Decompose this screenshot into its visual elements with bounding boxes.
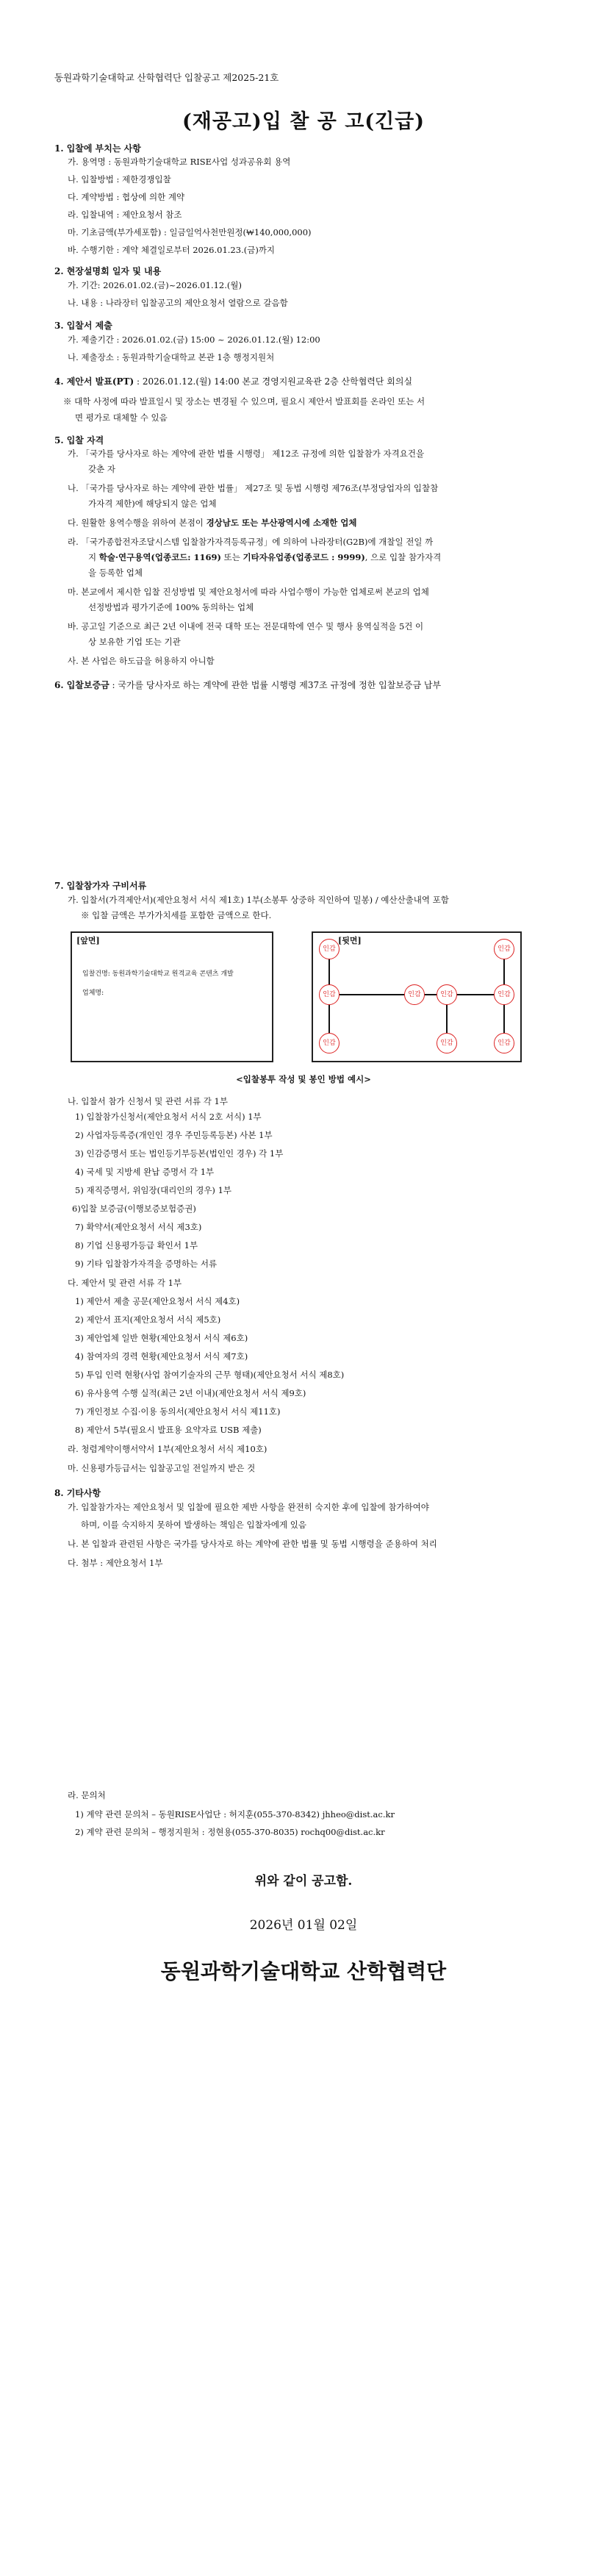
notice-reference: 동원과학기술대학교 산학협력단 입찰공고 제2025-21호 bbox=[54, 72, 279, 83]
section-7-doc-item: 6)입찰 보증금(이행보증보험증권) bbox=[72, 1203, 196, 1214]
envelope-back-title: [뒷면] bbox=[338, 936, 362, 945]
section-5-item: 가. 「국가를 당사자로 하는 계약에 관한 법률 시행령」 제12조 규정에 의한 입찰참가 자격요건을 bbox=[68, 448, 425, 459]
section-5-item: 갖춘 자 bbox=[88, 464, 115, 474]
section-5-item: 사. 본 사업은 하도급을 허용하지 아니함 bbox=[68, 656, 215, 666]
seal-stamp-icon: 인감 bbox=[319, 1033, 340, 1053]
section-7-doc-item: 9) 기타 입찰참가자격을 증명하는 서류 bbox=[75, 1259, 218, 1269]
contact-item: 1) 계약 관련 문의처 – 동원RISE사업단 : 허지훈(055-370-8342) jhheo@dist.ac.kr bbox=[75, 1809, 395, 1820]
section-7-doc-item: 4) 참여자의 경력 현황(제안요청서 서식 제7호) bbox=[75, 1351, 248, 1362]
envelope-front-bid-name: 입찰건명: 동원과학기술대학교 원격교육 콘텐츠 개발 bbox=[82, 970, 234, 978]
section-5-item bbox=[88, 551, 573, 564]
section-1-heading: 1. 입찰에 부치는 사항 bbox=[54, 143, 141, 154]
section-8-heading: 8. 기타사항 bbox=[54, 1488, 101, 1498]
section-7-doc-item: 8) 제안서 5부(필요시 발표용 요약자료 USB 제출) bbox=[75, 1425, 262, 1435]
envelope-front-company: 업체명: bbox=[82, 990, 104, 997]
section-4-heading bbox=[54, 375, 412, 387]
section-7-item: 가. 입찰서(가격제안서)(제안요청서 서식 제1호) 1부(소봉투 상중하 직인하여 밀봉) / 예산산출내역 포함 bbox=[68, 895, 449, 905]
envelope-front-title: [앞면] bbox=[76, 936, 100, 945]
section-7-subheading: 나. 입찰서 참가 신청서 및 관련 서류 각 1부 bbox=[68, 1096, 228, 1106]
seal-stamp-icon: 인감 bbox=[319, 939, 340, 959]
section-5-item bbox=[68, 517, 553, 529]
section-8-item: 다. 첨부 : 제안요청서 1부 bbox=[68, 1558, 163, 1568]
section-7-item: 마. 신용평가등급서는 입찰공고일 전일까지 받은 것 bbox=[68, 1463, 256, 1473]
section-8-item: 가. 입찰참가자는 제안요청서 및 입찰에 필요한 제반 사항을 완전히 숙지한 후에 입찰에 참가하여야 bbox=[68, 1502, 429, 1512]
section-5-item-text: 또는 bbox=[221, 552, 243, 562]
seal-stamp-icon: 인감 bbox=[494, 939, 514, 959]
section-1-item: 나. 입찰방법 : 제한경쟁입찰 bbox=[68, 174, 171, 185]
section-7-note: ※ 입찰 금액은 부가가치세를 포함한 금액으로 한다. bbox=[81, 910, 272, 920]
section-4-heading-label: 4. 제안서 발표(PT) bbox=[54, 376, 134, 387]
section-5-item: 상 보유한 기업 또는 기관 bbox=[88, 637, 181, 647]
section-3-item: 가. 제출기간 : 2026.01.02.(금) 15:00 ~ 2026.01.12.(월) 12:00 bbox=[68, 334, 320, 345]
section-7-doc-item: 5) 재직증명서, 위임장(대리인의 경우) 1부 bbox=[75, 1185, 232, 1195]
seal-stamp-icon: 인감 bbox=[404, 984, 425, 1005]
section-4-note: 면 평가로 대체할 수 있음 bbox=[75, 412, 168, 423]
envelope-front-example bbox=[71, 931, 273, 1062]
section-2-item: 가. 기간: 2026.01.02.(금)~2026.01.12.(월) bbox=[68, 280, 242, 290]
issuing-organization: 동원과학기술대학교 산학협력단 bbox=[160, 1959, 447, 1983]
section-1-item: 마. 기초금액(부가세포함) : 일금일억사천만원정(₩140,000,000) bbox=[68, 227, 312, 237]
page-title: (재공고)입 찰 공 고(긴급) bbox=[182, 110, 425, 133]
section-5-item: 마. 본교에서 제시한 입찰 진성방법 및 제안요청서에 따라 사업수행이 가능한 업체로써 본교의 업체 bbox=[68, 587, 429, 597]
section-5-item-bold: 기타자유업종(업종코드 : 9999) bbox=[243, 552, 365, 562]
section-7-doc-item: 3) 제안업체 일반 현황(제안요청서 서식 제6호) bbox=[75, 1333, 248, 1343]
section-7-doc-item: 4) 국세 및 지방세 완납 증명서 각 1부 bbox=[75, 1167, 215, 1177]
section-7-doc-item: 6) 유사용역 수행 실적(최근 2년 이내)(제안요청서 서식 제9호) bbox=[75, 1388, 306, 1398]
section-7-doc-item: 7) 확약서(제안요청서 서식 제3호) bbox=[75, 1222, 202, 1232]
seal-stamp-icon: 인감 bbox=[494, 1033, 514, 1053]
section-6-heading-label: 6. 입찰보증금 bbox=[54, 680, 109, 690]
section-1-item: 라. 입찰내역 : 제안요청서 참조 bbox=[68, 210, 182, 220]
section-5-item: 라. 「국가종합전자조달시스템 입찰참가자격등록규정」에 의하여 나라장터(G2B)에 개찰일 전일 까 bbox=[68, 537, 434, 547]
section-7-item: 라. 청렴계약이행서약서 1부(제안요청서 서식 제10호) bbox=[68, 1444, 267, 1454]
section-5-item: 선정방법과 평가기준에 100% 동의하는 업체 bbox=[88, 602, 254, 612]
seal-stamp-icon: 인감 bbox=[319, 984, 340, 1005]
seal-stamp-icon: 인감 bbox=[494, 984, 514, 1005]
section-7-doc-item: 1) 입찰참가신청서(제안요청서 서식 2호 서식) 1부 bbox=[75, 1112, 262, 1122]
section-3-heading: 3. 입찰서 제출 bbox=[54, 321, 112, 331]
section-7-heading: 7. 입찰참가자 구비서류 bbox=[54, 881, 147, 891]
section-8-item: 나. 본 입찰과 관련된 사항은 국가를 당사자로 하는 계약에 관한 법률 및 동법 시행령을 준용하여 처리 bbox=[68, 1539, 437, 1549]
section-1-item: 바. 수행기한 : 계약 체결일로부터 2026.01.23.(금)까지 bbox=[68, 245, 276, 255]
seal-stamp-icon: 인감 bbox=[437, 984, 457, 1005]
section-6-heading-text: : 국가를 당사자로 하는 계약에 관한 법률 시행령 제37조 규정에 정한 입찰보증금 납부 bbox=[109, 680, 442, 690]
section-5-item-text: 다. 원활한 용역수행을 위하여 본점이 bbox=[68, 518, 206, 528]
section-7-doc-item: 3) 인감증명서 또는 법인등기부등본(법인인 경우) 각 1부 bbox=[75, 1148, 284, 1159]
section-5-item-text: , 으로 입찰 참가자격 bbox=[364, 552, 442, 562]
section-2-item: 나. 내용 : 나라장터 입찰공고의 제안요청서 열람으로 갈음함 bbox=[68, 298, 288, 308]
seal-stamp-icon: 인감 bbox=[437, 1033, 457, 1053]
section-4-note: ※ 대학 사정에 따라 발표일시 및 장소는 변경될 수 있으며, 필요시 제안서 발표회를 온라인 또는 서 bbox=[63, 396, 425, 407]
section-3-item: 나. 제출장소 : 동원과학기술대학교 본관 1층 행정지원처 bbox=[68, 352, 275, 362]
section-7-subheading: 다. 제안서 및 관련 서류 각 1부 bbox=[68, 1278, 182, 1288]
section-5-item-bold: 학술·연구용역(업종코드: 1169) bbox=[98, 552, 221, 562]
section-5-item: 나. 「국가를 당사자로 하는 계약에 관한 법률」 제27조 및 동법 시행령 제76조(부정당업자의 입찰참 bbox=[68, 483, 439, 493]
section-7-doc-item: 7) 개인정보 수집·이용 동의서(제안요청서 서식 제11호) bbox=[75, 1406, 281, 1417]
envelope-back-example bbox=[312, 931, 522, 1062]
closing-date: 2026년 01월 02일 bbox=[249, 1918, 358, 1933]
contact-item: 2) 계약 관련 문의처 – 행정지원처 : 정현용(055-370-8035) rochq00@dist.ac.kr bbox=[75, 1827, 385, 1837]
section-4-heading-text: : 2026.01.12.(월) 14:00 본교 경영지원교육관 2층 산학협력단 회의실 bbox=[134, 376, 413, 387]
contact-heading: 라. 문의처 bbox=[68, 1790, 106, 1800]
section-1-item: 가. 용역명 : 동원과학기술대학교 RISE사업 성과공유회 용역 bbox=[68, 157, 291, 167]
closing-notice: 위와 같이 공고함. bbox=[254, 1874, 353, 1889]
section-5-item: 을 등록한 업체 bbox=[88, 568, 143, 578]
section-2-heading: 2. 현장설명회 일자 및 내용 bbox=[54, 266, 162, 276]
section-5-item: 가자격 제한)에 해당되지 않은 업체 bbox=[88, 498, 217, 509]
section-7-doc-item: 5) 투입 인력 현황(사업 참여기술자의 근무 형태)(제안요청서 서식 제8호) bbox=[75, 1370, 345, 1380]
section-5-item: 바. 공고일 기준으로 최근 2년 이내에 전국 대학 또는 전문대학에 연수 및 행사 용역실적을 5건 이 bbox=[68, 621, 424, 632]
section-8-item: 하며, 이를 숙지하지 못하여 발생하는 책임은 입찰자에게 있음 bbox=[81, 1520, 306, 1530]
section-7-doc-item: 8) 기업 신용평가등급 확인서 1부 bbox=[75, 1240, 198, 1251]
section-7-doc-item: 2) 제안서 표지(제안요청서 서식 제5호) bbox=[75, 1314, 221, 1325]
section-5-item-bold: 경상남도 또는 부산광역시에 소재한 업체 bbox=[206, 518, 357, 528]
section-6-heading bbox=[54, 679, 441, 691]
section-7-doc-item: 1) 제안서 제출 공문(제안요청서 서식 제4호) bbox=[75, 1296, 240, 1306]
section-7-doc-item: 2) 사업자등록증(개인인 경우 주민등록등본) 사본 1부 bbox=[75, 1130, 273, 1140]
section-1-item: 다. 계약방법 : 협상에 의한 계약 bbox=[68, 192, 185, 202]
envelope-caption: <입찰봉투 작성 및 봉인 방법 예시> bbox=[236, 1074, 371, 1084]
section-5-heading: 5. 입찰 자격 bbox=[54, 435, 104, 446]
section-5-item-text: 지 bbox=[88, 552, 99, 562]
